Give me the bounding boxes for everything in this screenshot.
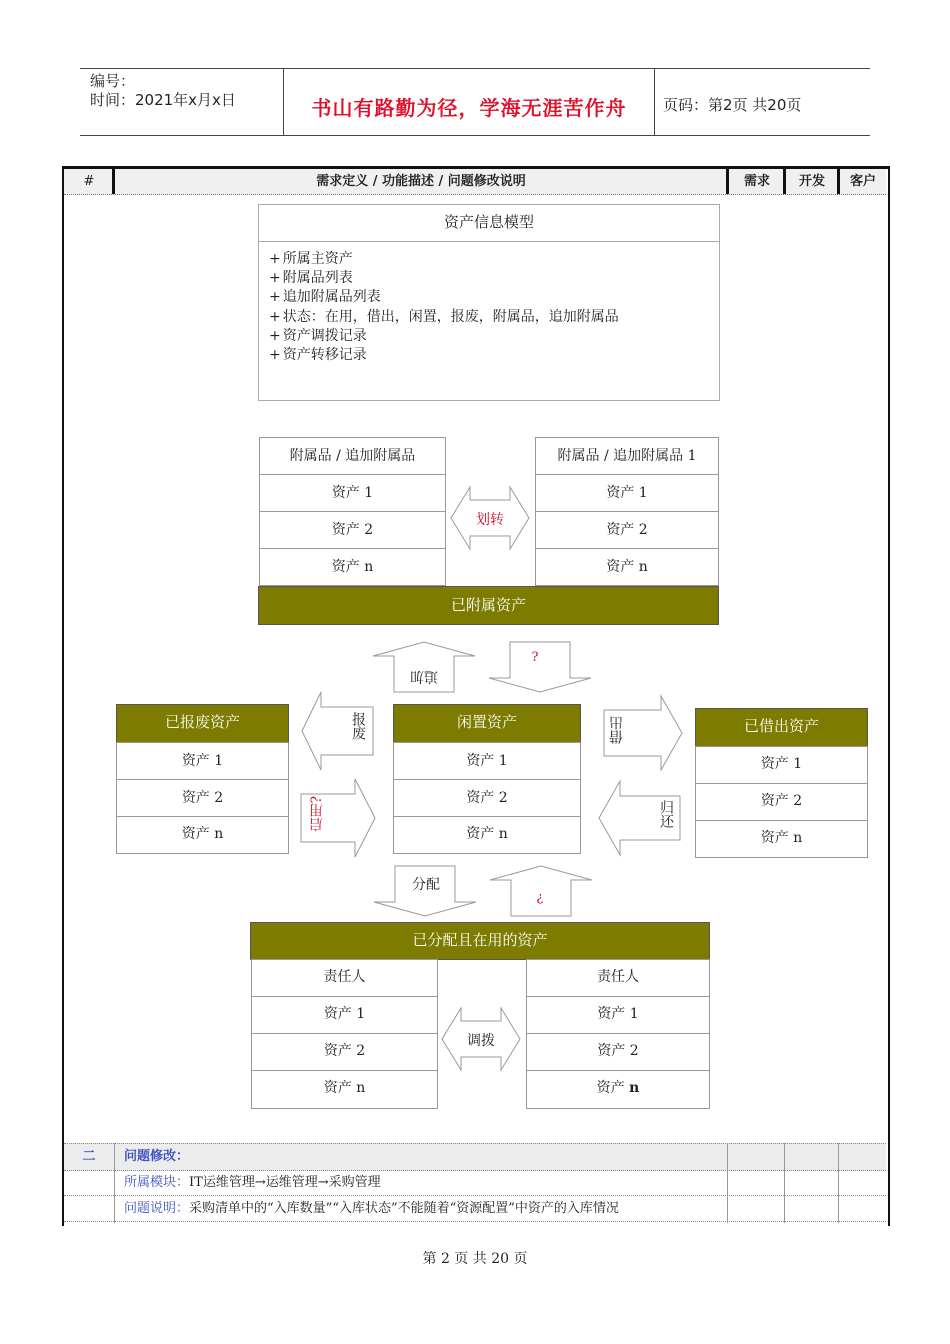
attached-right-row: 资产 n — [535, 548, 719, 586]
col-desc: 需求定义 / 功能描述 / 问题修改说明 — [316, 174, 526, 189]
allocate-label: 调拨 — [467, 1033, 495, 1049]
model-item: + 追加附属品列表 — [269, 288, 719, 307]
add-label: 追加 — [410, 668, 438, 684]
table-header — [64, 169, 886, 195]
transfer-label: 划转 — [476, 512, 504, 528]
lent-row: 资产 n — [695, 820, 868, 858]
assigned-right-row: 资产 1 — [526, 996, 710, 1034]
scrapped-row: 资产 n — [116, 816, 289, 854]
model-item: + 附属品列表 — [269, 269, 719, 288]
module-value: IT运维管理→运维管理→采购管理 — [189, 1175, 381, 1190]
idle-header: 闲置资产 — [393, 704, 581, 743]
idle-row: 资产 n — [393, 816, 581, 854]
question-top-label: ? — [531, 650, 539, 665]
module-label: 所属模块： — [124, 1175, 190, 1190]
attached-left-row: 资产 n — [259, 548, 446, 586]
desc-label: 问题说明： — [124, 1201, 190, 1216]
attached-left-row: 资产 2 — [259, 511, 446, 549]
lend-label: 借出 — [609, 716, 625, 744]
issue-title-row — [64, 1143, 886, 1171]
model-item: + 所属主资产 — [269, 250, 719, 269]
assigned-right-row-text: 资产 — [596, 1080, 630, 1096]
page-footer: 第 2 页 共 20 页 — [422, 1251, 528, 1267]
asset-model-box — [258, 204, 720, 401]
attached-assets-bar: 已附属资产 — [258, 586, 719, 625]
reuse-label: 启用? — [309, 796, 325, 832]
model-item: + 状态：在用，借出，闲置，报废，附属品，追加附属品 — [269, 308, 719, 327]
attached-left-header: 附属品 / 追加附属品 — [259, 437, 446, 475]
module-text — [124, 1170, 381, 1195]
attached-right-row: 资产 1 — [535, 474, 719, 512]
idle-row: 资产 1 — [393, 742, 581, 780]
assigned-right-row: 资产 2 — [526, 1033, 710, 1071]
col-req: 需求 — [743, 174, 770, 189]
assigned-right-row — [526, 1070, 710, 1109]
assigned-left-header: 责任人 — [251, 959, 438, 997]
return-label: 归还 — [658, 800, 674, 828]
time-label: 时间：2021年x月x日 — [90, 91, 236, 109]
assigned-left-row: 资产 n — [251, 1070, 438, 1109]
asset-model-list — [259, 250, 719, 365]
issue-title: 问题修改： — [124, 1149, 190, 1164]
question-bottom-label: ? — [536, 890, 544, 905]
desc-text — [124, 1196, 619, 1221]
attached-right-row: 资产 2 — [535, 511, 719, 549]
issue-num: 二 — [82, 1149, 96, 1164]
col-num: # — [83, 174, 95, 189]
assigned-left-row: 资产 2 — [251, 1033, 438, 1071]
idle-row: 资产 2 — [393, 779, 581, 817]
module-row — [64, 1170, 886, 1196]
assigned-left-row: 资产 1 — [251, 996, 438, 1034]
scrapped-row: 资产 1 — [116, 742, 289, 780]
assigned-right-header: 责任人 — [526, 959, 710, 997]
lent-header: 已借出资产 — [695, 708, 868, 747]
header-meta — [90, 72, 236, 110]
asset-model-title: 资产信息模型 — [259, 205, 719, 242]
assigned-bar: 已分配且在用的资产 — [250, 922, 710, 960]
col-cust: 客户 — [849, 174, 876, 189]
scrap-label: 报废 — [350, 712, 366, 740]
col-dev: 开发 — [798, 174, 825, 189]
attached-right-header: 附属品 / 追加附属品 1 — [535, 437, 719, 475]
page-label: 页码：第2页 共20页 — [663, 96, 802, 114]
scrapped-header: 已报废资产 — [116, 704, 289, 743]
assign-label: 分配 — [412, 877, 440, 893]
model-item: + 资产调拨记录 — [269, 327, 719, 346]
lent-row: 资产 1 — [695, 746, 868, 784]
assigned-right-row-bold: n — [629, 1080, 640, 1096]
model-item: + 资产转移记录 — [269, 346, 719, 365]
lent-row: 资产 2 — [695, 783, 868, 821]
desc-value: 采购清单中的“入库数量”“入库状态”不能随着“资源配置”中资产的入库情况 — [189, 1201, 619, 1216]
scrapped-row: 资产 2 — [116, 779, 289, 817]
question-down-arrow — [488, 641, 592, 693]
desc-row — [64, 1196, 886, 1222]
attached-left-row: 资产 1 — [259, 474, 446, 512]
number-label: 编号： — [90, 72, 136, 90]
motto: 书山有路勤为径，学海无涯苦作舟 — [311, 96, 627, 120]
